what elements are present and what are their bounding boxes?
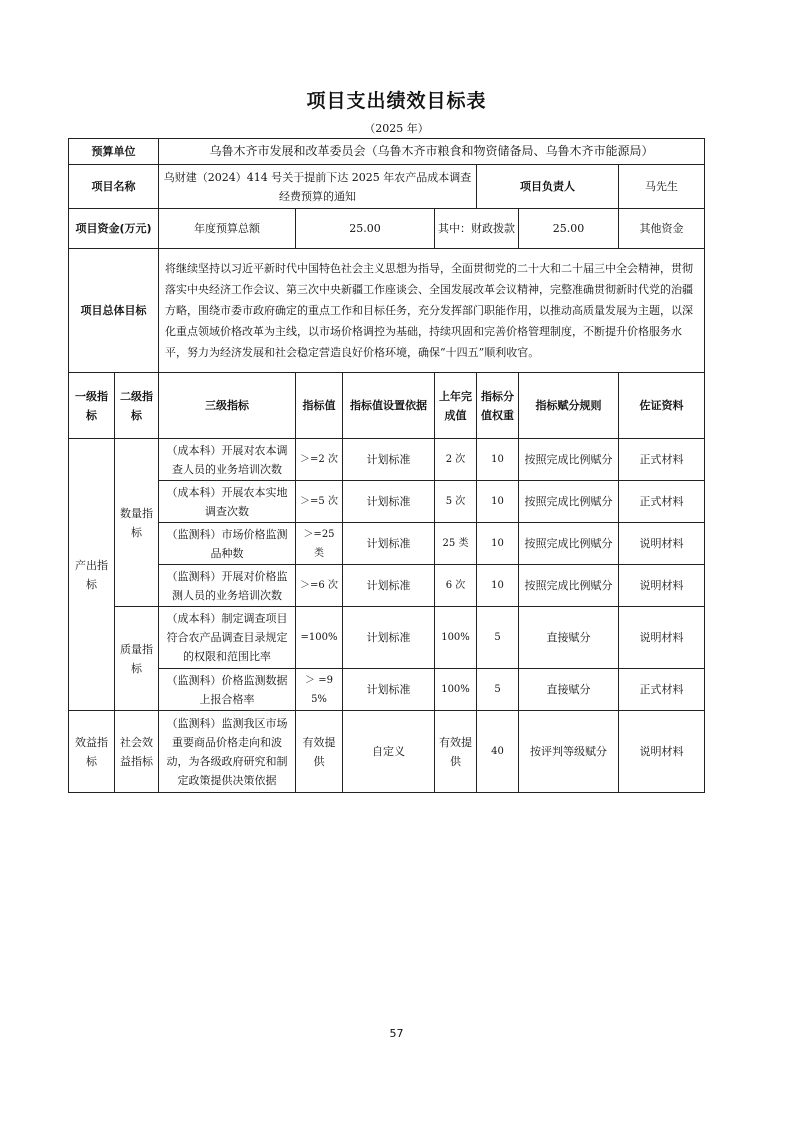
row-indicator: （成本科）制定调查项目符合农产品调查目录规定的权限和范围比率	[159, 607, 296, 669]
budget-unit-value: 乌鲁木齐市发展和改革委员会（乌鲁木齐市粮食和物资储备局、乌鲁木齐市能源局）	[159, 139, 705, 165]
row-rule: 直接赋分	[519, 607, 619, 669]
row-last-year: 100%	[435, 607, 477, 669]
header-level2: 二级指标	[115, 373, 159, 439]
header-value: 指标值	[296, 373, 343, 439]
row-evidence: 正式材料	[619, 669, 705, 711]
header-weight: 指标分值权重	[477, 373, 519, 439]
row-evidence: 说明材料	[619, 711, 705, 793]
project-name-value: 乌财建（2024）414 号关于提前下达 2025 年农产品成本调查经费预算的通知	[159, 165, 477, 209]
fiscal-allocation-value: 25.00	[519, 209, 619, 249]
row-indicator: （成本科）开展对农本调查人员的业务培训次数	[159, 439, 296, 481]
header-evidence: 佐证资料	[619, 373, 705, 439]
header-last-year: 上年完成值	[435, 373, 477, 439]
group-quality: 质量指标	[115, 607, 159, 711]
row-weight: 10	[477, 439, 519, 481]
group-social-effect: 社会效益指标	[115, 711, 159, 793]
row-last-year: 100%	[435, 669, 477, 711]
row-value: ＞=25 类	[296, 523, 343, 565]
project-name-label: 项目名称	[69, 165, 159, 209]
row-value: ＞=5 次	[296, 481, 343, 523]
row-evidence: 说明材料	[619, 565, 705, 607]
project-fund-row	[69, 209, 705, 249]
project-owner-value: 马先生	[619, 165, 705, 209]
annual-budget-label: 年度预算总额	[159, 209, 296, 249]
row-basis: 计划标准	[343, 565, 435, 607]
row-indicator: （成本科）开展农本实地调查次数	[159, 481, 296, 523]
fiscal-allocation-label: 其中：财政拨款	[435, 209, 519, 249]
other-funds-label: 其他资金	[639, 222, 684, 235]
row-basis: 计划标准	[343, 523, 435, 565]
row-indicator: （监测科）监测我区市场重要商品价格走向和波动，为各级政府研究和制定政策提供决策依据	[159, 711, 296, 793]
indicator-header-row	[69, 373, 705, 439]
row-last-year: 有效提供	[435, 711, 477, 793]
other-funds-cell	[619, 209, 705, 249]
row-basis: 计划标准	[343, 607, 435, 669]
annual-budget-value: 25.00	[296, 209, 435, 249]
table-row	[69, 523, 705, 565]
table-row	[69, 711, 705, 793]
group-output: 产出指标	[69, 439, 115, 711]
row-basis: 计划标准	[343, 439, 435, 481]
group-effect: 效益指标	[69, 711, 115, 793]
page-title: 项目支出绩效目标表	[306, 90, 487, 112]
overall-goal-label: 项目总体目标	[69, 249, 159, 373]
row-last-year: 5 次	[435, 481, 477, 523]
row-evidence: 正式材料	[619, 439, 705, 481]
row-weight: 40	[477, 711, 519, 793]
table-row	[69, 481, 705, 523]
header-level1: 一级指标	[69, 373, 115, 439]
row-indicator: （监测科）价格监测数据上报合格率	[159, 669, 296, 711]
table-year: （2025 年）	[364, 122, 429, 135]
performance-target-table	[68, 138, 705, 793]
row-rule: 按照完成比例赋分	[519, 565, 619, 607]
row-basis: 自定义	[343, 711, 435, 793]
row-value: ＞ =95%	[296, 669, 343, 711]
row-rule: 按照完成比例赋分	[519, 481, 619, 523]
row-last-year: 6 次	[435, 565, 477, 607]
row-evidence: 正式材料	[619, 481, 705, 523]
row-indicator: （监测科）开展对价格监测人员的业务培训次数	[159, 565, 296, 607]
row-rule: 按评判等级赋分	[519, 711, 619, 793]
row-rule: 按照完成比例赋分	[519, 439, 619, 481]
row-evidence: 说明材料	[619, 523, 705, 565]
row-last-year: 2 次	[435, 439, 477, 481]
group-quantity: 数量指标	[115, 439, 159, 607]
project-name-row	[69, 165, 705, 209]
row-weight: 10	[477, 565, 519, 607]
row-last-year: 25 类	[435, 523, 477, 565]
row-rule: 按照完成比例赋分	[519, 523, 619, 565]
overall-goal-text: 将继续坚持以习近平新时代中国特色社会主义思想为指导，全面贯彻党的二十大和二十届三中全会精神，贯彻落实中央经济工作会议、第三次中央新疆工作座谈会、全国发展改革会议精神，完整准确贯彻新时代党的治疆方略，围绕市委市政府确定的重点工作和目标任务，充分发挥部门职能作用，以推动高质量发展为主题，以深化重点领域价格改革为主线，以市场价格调控为基础，持续巩固和完善价格管理制度，不断提升价格服务水平，努力为经济发展和社会稳定营造良好价格环境，确保“十四五”顺利收官。	[159, 249, 705, 373]
row-indicator: （监测科）市场价格监测品种数	[159, 523, 296, 565]
overall-goal-row	[69, 249, 705, 373]
row-value: ＞=2 次	[296, 439, 343, 481]
row-weight: 10	[477, 481, 519, 523]
row-value: =100%	[296, 607, 343, 669]
row-weight: 5	[477, 669, 519, 711]
row-weight: 5	[477, 607, 519, 669]
table-row	[69, 669, 705, 711]
table-row	[69, 439, 705, 481]
table-row	[69, 607, 705, 669]
row-rule: 直接赋分	[519, 669, 619, 711]
page-number: 57	[389, 1027, 404, 1040]
header-level3: 三级指标	[159, 373, 296, 439]
row-weight: 10	[477, 523, 519, 565]
table-row	[69, 565, 705, 607]
row-value: 有效提供	[296, 711, 343, 793]
header-rule: 指标赋分规则	[519, 373, 619, 439]
project-owner-label: 项目负责人	[477, 165, 619, 209]
budget-unit-row	[69, 139, 705, 165]
project-fund-label: 项目资金(万元)	[69, 209, 159, 249]
row-evidence: 说明材料	[619, 607, 705, 669]
row-basis: 计划标准	[343, 669, 435, 711]
budget-unit-label: 预算单位	[69, 139, 159, 165]
row-value: ＞=6 次	[296, 565, 343, 607]
header-basis: 指标值设置依据	[343, 373, 435, 439]
row-basis: 计划标准	[343, 481, 435, 523]
